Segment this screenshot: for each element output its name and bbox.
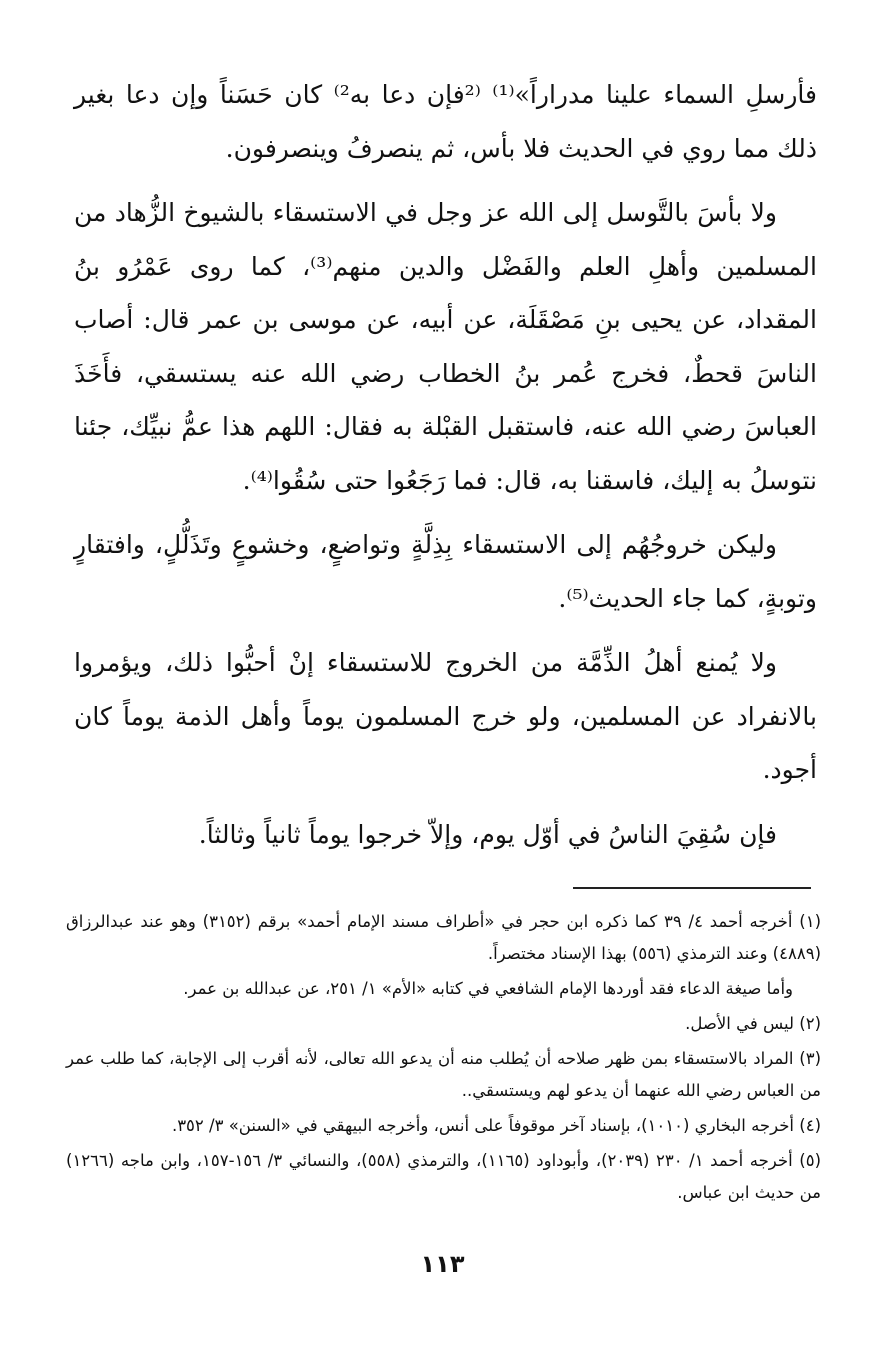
footnote-1: (١) أخرجه أحمد ٤/ ٣٩ كما ذكره ابن حجر في «أطراف مسند الإمام أحمد» برقم (٣١٥٢) وهو عند عبدالرزاق (٤٨٨٩) وعند الترمذي (٥٥٦) بهذا الإسناد مختصراً. xyxy=(66,912,822,963)
footnote-1-note: وأما صيغة الدعاء فقد أوردها الإمام الشافعي في كتابه «الأم» ١/ ٢٥١، عن عبدالله بن عمر. xyxy=(183,979,793,998)
footnote-4: (٤) أخرجه البخاري (١٠١٠)، بإسناد آخر موقوفاً على أنس، وأخرجه البيهقي في «السنن» ٣/ ٣٥٢. xyxy=(171,1116,821,1135)
footnote-5: (٥) أخرجه أحمد ١/ ٢٣٠ (٢٠٣٩)، وأبوداود (١١٦٥)، والترمذي (٥٥٨)، والنسائي ٣/ ١٥٦-١٥٧، وابن ماجه (١٢٦٦) من حديث ابن عباس. xyxy=(66,1151,821,1202)
footnote-3: (٣) المراد بالاستسقاء بمن ظهر صلاحه أن يُطلب منه أن يدعو الله تعالى، لأنه أقرب إلى الإجابة، كما طلب عمر من العباس رضي الله عنهما أن يدعو لهم ويستسقي.. xyxy=(66,1049,821,1100)
page-number: ١١٣ xyxy=(420,1250,465,1278)
main-text-body xyxy=(74,68,817,872)
paragraph-repeat-days: فإن سُقِيَ الناسُ في أوّل يوم، وإلاّ خرجوا يوماً ثانياً وثالثاً. xyxy=(198,819,777,849)
paragraph-humility: وليكن خروجُهُم إلى الاستسقاء بِذِلَّةٍ وتواضعٍ، وخشوعٍ وتَذَلُّلٍ، وافتقارٍ وتوبةٍ، كما جاء الحديث⁽⁵⁾. xyxy=(74,530,817,613)
footnote-2: (٢) ليس في الأصل. xyxy=(685,1014,821,1033)
footnote-divider xyxy=(573,887,811,889)
paragraph-istisqa-dua-end: فأرسلِ السماء علينا مدراراً»⁽¹⁾ ⁽²فإن دعا به²⁾ كان حَسَناً وإن دعا بغير ذلك مما روي في الحديث فلا بأس، ثم ينصرفُ وينصرفون. xyxy=(74,80,818,163)
paragraph-tawassul: ولا بأسَ بالتَّوسل إلى الله عز وجل في الاستسقاء بالشيوخ الزُّهاد من المسلمين وأهلِ العلم والفَضْل والدين منهم⁽³⁾، كما روى عَمْرُو بنُ المقداد، عن يحيى بنِ مَصْقَلَة، عن أبيه، عن موسى بن عمر قال: أصاب الناسَ قحطٌ، فخرج عُمر بنُ الخطاب رضي الله عنه يستسقي، فأَخَذَ العباسَ رضي الله عنه، فاستقبل القبْلة به فقال: اللهم هذا عمُّ نبيِّك، جئنا نتوسلُ به إليك، فاسقنا به، قال: فما رَجَعُوا حتى سُقُوا⁽⁴⁾. xyxy=(74,198,817,495)
footnotes-section xyxy=(66,906,821,1212)
paragraph-ahl-al-dhimma: ولا يُمنع أهلُ الذِّمَّة من الخروج للاستسقاء إنْ أحبُّوا ذلك، ويؤمروا بالانفراد عن المسلمين، ولو خرج المسلمون يوماً وأهل الذمة يوماً كان أجود. xyxy=(74,648,817,784)
